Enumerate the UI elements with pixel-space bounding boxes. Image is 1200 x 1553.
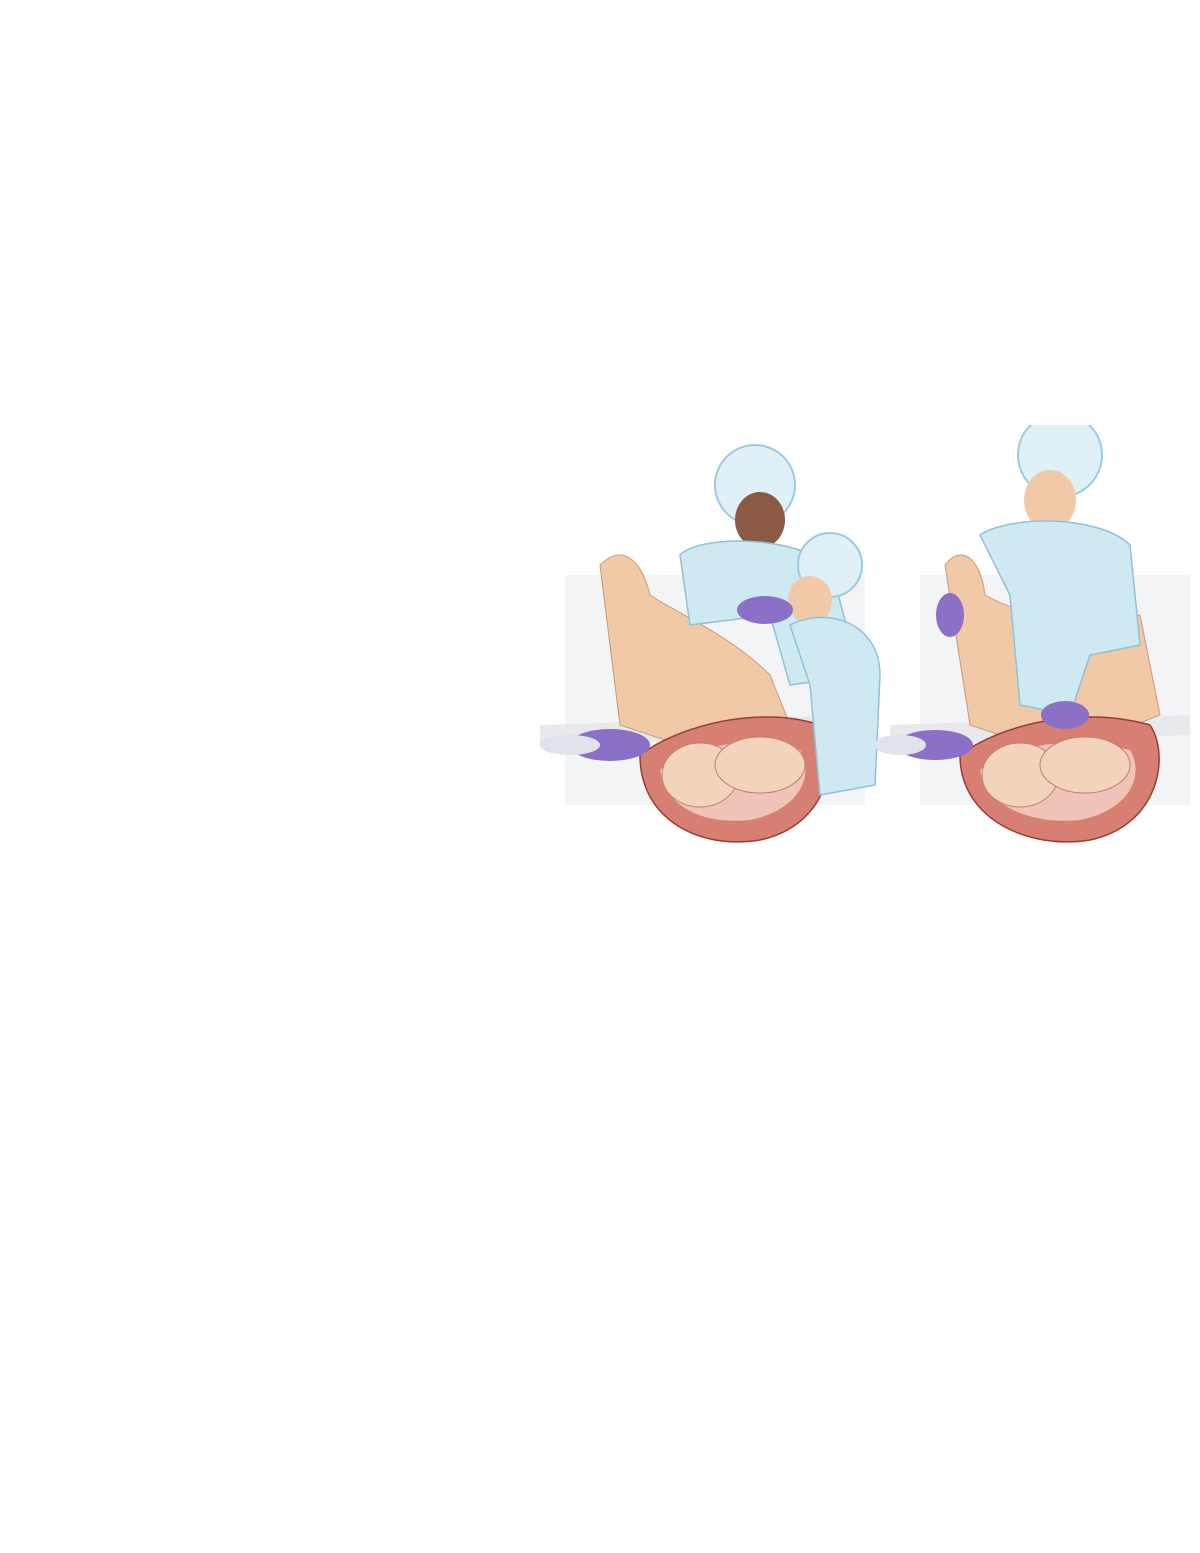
mcroberts-maneuver-figure — [530, 425, 1190, 855]
mcroberts-illustration — [530, 425, 1190, 855]
panel-b-illustration — [874, 425, 1190, 842]
panel-a-illustration — [540, 445, 880, 842]
